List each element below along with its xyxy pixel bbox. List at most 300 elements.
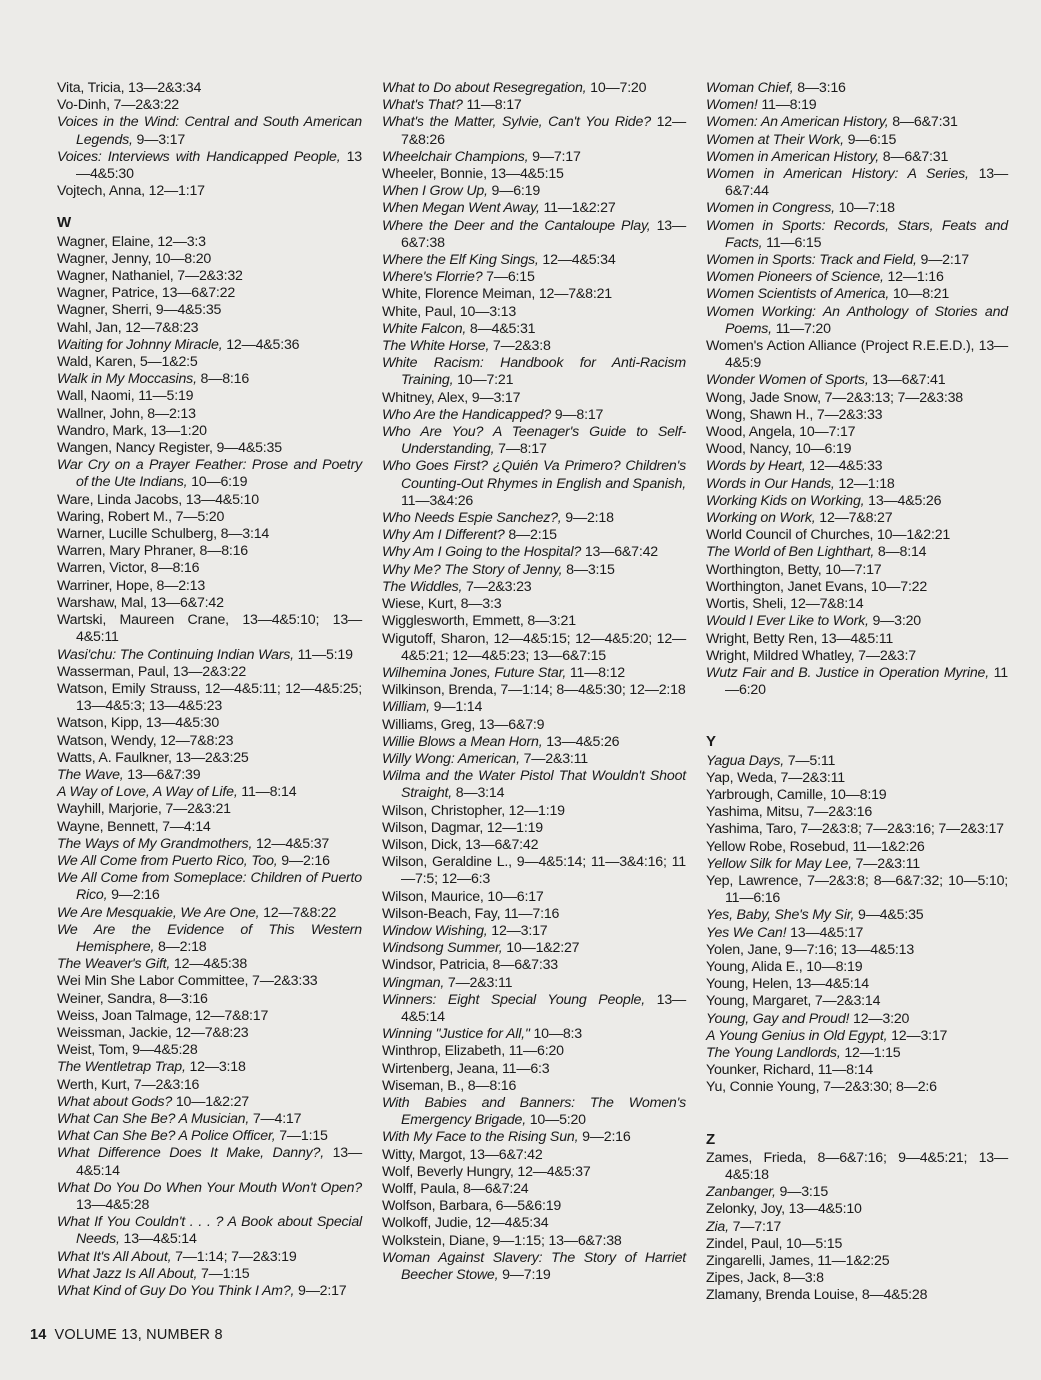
entry-title: Women in American History: A Series, — [706, 166, 969, 183]
entry-text: Weiss, Joan Talmage, 12—7&8:17 — [57, 1007, 269, 1024]
index-entry — [57, 285, 362, 302]
entry-title: Wasi'chu: The Continuing Indian Wars, — [57, 646, 294, 663]
index-entry — [382, 218, 686, 252]
index-entry — [382, 1129, 686, 1146]
entry-reference: 7—4:17 — [249, 1110, 302, 1127]
index-entry — [706, 804, 1008, 821]
entry-text: Wagner, Elaine, 12—3:3 — [57, 233, 206, 250]
entry-text: Wigglesworth, Emmett, 8—3:21 — [382, 613, 576, 630]
entry-reference: 9—7:17 — [528, 148, 581, 165]
index-entry — [57, 302, 362, 319]
index-entry — [382, 269, 686, 286]
entry-title: White Falcon, — [382, 320, 467, 337]
index-entry — [382, 304, 686, 321]
index-entry — [706, 596, 1008, 613]
entry-reference: 11—6:15 — [762, 234, 822, 251]
entry-title: The White Horse, — [382, 338, 490, 355]
entry-reference: 9—3:20 — [868, 613, 921, 630]
index-entry — [57, 251, 362, 268]
index-entry — [57, 509, 362, 526]
entry-reference: 7—1:15 — [275, 1128, 328, 1145]
entry-text: Wood, Nancy, 10—6:19 — [706, 441, 852, 458]
entry-title: Where the Deer and the Cantaloupe Play, — [382, 217, 651, 234]
entry-title: Where's Florrie? — [382, 269, 483, 286]
entry-text: Watson, Emily Strauss, 12—4&5:11; 12—4&5:25; 13—4&5:3; 13—4&5:23 — [57, 680, 362, 715]
entry-title: We Are Mesquakie, We Are One, — [57, 904, 260, 921]
entry-reference: 13—4&5:14 — [76, 1145, 362, 1179]
entry-reference: 10—8:3 — [529, 1026, 582, 1043]
entry-title: The Ways of My Grandmothers, — [57, 835, 253, 852]
entry-text: Wilson, Dagmar, 12—1:19 — [382, 819, 543, 836]
entry-title: Wingman, — [382, 974, 445, 991]
entry-title: Winning "Justice for All," — [382, 1026, 530, 1043]
index-entry — [706, 544, 1008, 561]
index-column-1 — [57, 80, 362, 1300]
entry-title: What Do You Do When Your Mouth Won't Open? — [57, 1179, 362, 1196]
entry-text: Witty, Margot, 13—6&7:42 — [382, 1146, 543, 1163]
index-entry — [706, 252, 1008, 269]
index-entry — [382, 286, 686, 303]
entry-text: Weiner, Sandra, 8—3:16 — [57, 990, 208, 1007]
index-entry — [57, 647, 362, 664]
entry-text: Wagner, Nathaniel, 7—2&3:32 — [57, 268, 243, 285]
entry-title: We Are the Evidence of This Western Hemisphere, — [57, 921, 362, 955]
entry-reference: 13—6&7:38 — [401, 217, 686, 251]
index-entry — [57, 80, 362, 97]
entry-text: Wortis, Sheli, 12—7&8:14 — [706, 596, 864, 613]
index-entry — [706, 821, 1008, 838]
entry-text: Yap, Weda, 7—2&3:11 — [706, 769, 845, 786]
index-entry — [382, 1233, 686, 1250]
entry-reference: 8—2:15 — [504, 527, 557, 544]
entry-text: Wagner, Patrice, 13—6&7:22 — [57, 285, 236, 302]
entry-title: Waiting for Johnny Miracle, — [57, 336, 223, 353]
entry-text: Warren, Victor, 8—8:16 — [57, 560, 200, 577]
entry-title: When I Grow Up, — [382, 183, 488, 200]
entry-text: Wilson, Christopher, 12—1:19 — [382, 802, 565, 819]
entry-reference: 9—6:19 — [487, 183, 541, 200]
entry-reference: 8—3:16 — [793, 80, 846, 96]
index-entry — [57, 956, 362, 973]
index-entry — [706, 856, 1008, 873]
index-entry — [382, 889, 686, 906]
entry-reference: 8—4&5:31 — [466, 320, 536, 337]
index-entry — [382, 390, 686, 407]
index-entry — [382, 1164, 686, 1181]
entry-title: Wheelchair Champions, — [382, 148, 529, 165]
entry-title: We All Come from Someplace: Children of Puerto Rico, — [57, 870, 362, 904]
index-entry — [382, 321, 686, 338]
entry-reference: 8—3:15 — [562, 561, 615, 578]
entry-reference: 10—7:21 — [453, 372, 514, 389]
entry-reference: 13—4&5:17 — [786, 924, 864, 941]
entry-reference: 12—1:15 — [840, 1044, 901, 1061]
index-entry — [382, 1095, 686, 1129]
index-entry — [57, 371, 362, 388]
entry-text: Worthington, Betty, 10—7:17 — [706, 561, 882, 578]
entry-text: Warner, Lucille Schulberg, 8—3:14 — [57, 526, 270, 543]
entry-reference: 13—6&7:44 — [725, 166, 1008, 200]
index-entry — [382, 183, 686, 200]
entry-reference: 9—3:15 — [775, 1184, 829, 1201]
index-entry — [57, 1042, 362, 1059]
index-entry — [382, 940, 686, 957]
section-letter: Y — [706, 733, 716, 751]
index-entry — [706, 407, 1008, 424]
index-entry — [57, 492, 362, 509]
index-entry — [706, 613, 1008, 630]
entry-title: Window Wishing, — [382, 922, 488, 939]
index-entry — [57, 149, 362, 183]
entry-text: Young, Helen, 13—4&5:14 — [706, 976, 869, 993]
index-entry — [382, 114, 686, 148]
index-entry — [706, 1253, 1008, 1270]
entry-text: Yu, Connie Young, 7—2&3:30; 8—2:6 — [706, 1079, 937, 1096]
entry-reference: 9—2:16 — [578, 1129, 631, 1146]
entry-title: Words by Heart, — [706, 458, 806, 475]
entry-text: Wall, Naomi, 11—5:19 — [57, 388, 194, 405]
entry-reference: 9—2:17 — [916, 252, 969, 269]
entry-title: The Widdles, — [382, 578, 463, 595]
entry-reference: 10—1&2:27 — [172, 1093, 249, 1110]
index-entry — [57, 870, 362, 904]
entry-reference: 13—4&5:26 — [864, 492, 942, 509]
index-entry — [382, 682, 686, 699]
index-entry — [706, 1028, 1008, 1045]
index-column-3 — [706, 80, 1008, 1305]
section-gap — [706, 1097, 1008, 1117]
index-entry — [57, 526, 362, 543]
entry-reference: 7—5:11 — [783, 752, 836, 769]
entry-text: Wolff, Paula, 8—6&7:24 — [382, 1181, 529, 1197]
index-entry — [706, 753, 1008, 770]
index-entry — [382, 407, 686, 424]
index-entry — [382, 458, 686, 510]
entry-reference: 9—2:17 — [294, 1283, 347, 1300]
entry-title: Women in Congress, — [706, 200, 835, 217]
section-letter: Z — [706, 1130, 715, 1148]
entry-reference: 12—1:16 — [883, 269, 944, 286]
index-entry — [57, 1128, 362, 1145]
index-entry — [382, 579, 686, 596]
index-entry — [706, 579, 1008, 596]
index-entry — [57, 1145, 362, 1179]
index-entry — [57, 1283, 362, 1300]
entry-text: Wolfson, Barbara, 6—5&6:19 — [382, 1198, 562, 1215]
index-entry — [57, 234, 362, 251]
entry-reference: 8—6&7:31 — [878, 148, 949, 165]
entry-reference: 11—8:12 — [566, 664, 625, 681]
index-entry — [57, 97, 362, 114]
entry-title: What Kind of Guy Do You Think I Am?, — [57, 1283, 295, 1300]
index-entry — [706, 959, 1008, 976]
entry-text: Wolkstein, Diane, 9—1:15; 13—6&7:38 — [382, 1232, 622, 1249]
entry-reference: 11—8:17 — [462, 97, 522, 114]
entry-reference: 12—1:18 — [834, 475, 895, 492]
entry-text: Windsor, Patricia, 8—6&7:33 — [382, 957, 558, 974]
entry-text: Yashima, Taro, 7—2&3:8; 7—2&3:16; 7—2&3:17 — [706, 821, 1004, 838]
entry-reference: 11—7:20 — [771, 320, 831, 337]
entry-reference: 8—8:16 — [196, 371, 250, 388]
entry-text: Vo-Dinh, 7—2&3:22 — [57, 97, 180, 114]
index-entry — [57, 836, 362, 853]
index-entry — [57, 1094, 362, 1111]
entry-title: Zanbanger, — [706, 1184, 776, 1201]
index-entry — [382, 97, 686, 114]
index-entry — [382, 355, 686, 389]
entry-reference: 7—1:14; 7—2&3:19 — [171, 1248, 297, 1265]
index-entry — [706, 993, 1008, 1010]
entry-text: Ware, Linda Jacobs, 13—4&5:10 — [57, 491, 259, 508]
entry-text: Worthington, Janet Evans, 10—7:22 — [706, 578, 928, 595]
entry-title: Who Needs Espie Sanchez?, — [382, 510, 562, 527]
entry-text: Waring, Robert M., 7—5:20 — [57, 508, 225, 525]
index-entry — [706, 1184, 1008, 1201]
volume-label: VOLUME 13, NUMBER 8 — [54, 1327, 223, 1343]
entry-reference: 8—2:18 — [154, 938, 207, 955]
entry-title: Why Am I Different? — [382, 527, 505, 544]
index-entry — [382, 596, 686, 613]
entry-reference: 11—1&2:27 — [539, 200, 616, 217]
index-entry — [382, 510, 686, 527]
index-entry — [382, 1198, 686, 1215]
index-entry — [57, 1180, 362, 1214]
entry-reference: 7—1:15 — [197, 1265, 250, 1282]
index-entry — [57, 560, 362, 577]
entry-text: Wiese, Kurt, 8—3:3 — [382, 596, 502, 613]
index-entry — [706, 1201, 1008, 1218]
index-entry — [57, 767, 362, 784]
index-entry — [382, 1181, 686, 1198]
entry-text: Wilkinson, Brenda, 7—1:14; 8—4&5:30; 12—2:18 — [382, 682, 686, 699]
index-entry — [382, 1215, 686, 1232]
entry-reference: 8—3:14 — [452, 785, 505, 802]
index-entry — [57, 1111, 362, 1128]
index-entry — [706, 562, 1008, 579]
entry-text: Young, Margaret, 7—2&3:14 — [706, 993, 881, 1010]
index-entry — [382, 734, 686, 751]
entry-text: Wagner, Sherri, 9—4&5:35 — [57, 302, 222, 319]
index-entry — [706, 200, 1008, 217]
entry-text: Watson, Kipp, 13—4&5:30 — [57, 715, 220, 732]
entry-reference: 8—8:14 — [874, 544, 927, 561]
entry-title: Women in Sports: Track and Field, — [706, 252, 917, 269]
entry-reference: 13—4&5:26 — [542, 733, 620, 750]
entry-reference: 11—6:20 — [725, 664, 1008, 699]
index-entry — [382, 975, 686, 992]
index-entry — [382, 957, 686, 974]
entry-reference: 10—7:20 — [586, 80, 647, 96]
entry-text: Wilson, Maurice, 10—6:17 — [382, 888, 544, 905]
index-entry — [382, 906, 686, 923]
entry-text: Wolkoff, Judie, 12—4&5:34 — [382, 1215, 549, 1232]
entry-reference: 12—4&5:34 — [538, 252, 616, 269]
entry-reference: 10—1&2:27 — [502, 940, 580, 957]
index-entry — [706, 286, 1008, 303]
index-entry — [706, 149, 1008, 166]
index-entry — [382, 820, 686, 837]
entry-reference: 9—8:17 — [550, 406, 604, 423]
index-entry — [706, 390, 1008, 407]
entry-text: Wahl, Jan, 12—7&8:23 — [57, 319, 199, 336]
entry-reference: 7—2&3:11 — [519, 750, 588, 767]
entry-title: Women at Their Work, — [706, 131, 844, 148]
index-entry — [706, 770, 1008, 787]
index-entry — [382, 1026, 686, 1043]
entry-title: Working on Work, — [706, 510, 816, 527]
index-entry — [57, 457, 362, 491]
entry-text: Younker, Richard, 11—8:14 — [706, 1062, 873, 1079]
entry-text: Vita, Tricia, 13—2&3:34 — [57, 80, 202, 96]
entry-title: War Cry on a Prayer Feather: Prose and Poetry of the Ute Indians, — [57, 457, 362, 491]
entry-reference: 12—3:17 — [487, 922, 548, 939]
index-entry — [382, 992, 686, 1026]
index-entry — [706, 372, 1008, 389]
index-entry — [57, 750, 362, 767]
entry-text: Yellow Robe, Rosebud, 11—1&2:26 — [706, 838, 925, 855]
entry-title: What about Gods? — [57, 1093, 173, 1110]
entry-text: Wolf, Beverly Hungry, 12—4&5:37 — [382, 1163, 591, 1180]
index-entry — [382, 699, 686, 716]
index-entry — [57, 905, 362, 922]
entry-text: Wangen, Nancy Register, 9—4&5:35 — [57, 440, 282, 457]
entry-title: The Wave, — [57, 766, 124, 783]
entry-title: Why Me? The Story of Jenny, — [382, 561, 563, 578]
page-number: 14 — [30, 1327, 47, 1343]
index-entry — [57, 973, 362, 990]
index-entry — [57, 388, 362, 405]
entry-title: Who Are the Handicapped? — [382, 406, 551, 423]
entry-text: Zipes, Jack, 8—3:8 — [706, 1270, 824, 1287]
entry-title: Who Are You? A Teenager's Guide to Self-Understanding, — [382, 424, 686, 458]
entry-text: Zelonky, Joy, 13—4&5:10 — [706, 1201, 862, 1218]
entry-text: Warshaw, Mal, 13—6&7:42 — [57, 594, 224, 611]
entry-text: Weist, Tom, 9—4&5:28 — [57, 1042, 198, 1059]
entry-reference: 7—2&3:23 — [462, 578, 532, 595]
index-entry — [706, 665, 1008, 699]
entry-reference: 13—4&5:30 — [76, 148, 362, 183]
entry-title: Words in Our Hands, — [706, 475, 835, 492]
entry-title: Where the Elf King Sings, — [382, 252, 539, 269]
index-entry — [57, 784, 362, 801]
entry-reference: 9—7:19 — [498, 1267, 551, 1284]
entry-reference: 9—2:16 — [277, 852, 330, 869]
entry-title: Would I Ever Like to Work, — [706, 613, 869, 630]
entry-reference: 12—4&5:38 — [170, 956, 248, 973]
entry-title: A Way of Love, A Way of Life, — [57, 784, 238, 801]
index-entry — [382, 1061, 686, 1078]
entry-title: Wilma and the Water Pistol That Wouldn't Shoot Straight, — [382, 768, 686, 802]
entry-text: Wood, Angela, 10—7:17 — [706, 424, 856, 441]
entry-reference: 9—3:17 — [132, 131, 186, 148]
entry-text: Wagner, Jenny, 10—8:20 — [57, 250, 212, 267]
entry-text: Wartski, Maureen Crane, 13—4&5:10; 13—4&5:11 — [57, 612, 362, 646]
index-entry — [706, 942, 1008, 959]
index-entry — [57, 612, 362, 646]
entry-title: Wutz Fair and B. Justice in Operation Myrine, — [706, 664, 989, 681]
entry-reference: 8—6&7:31 — [888, 114, 958, 131]
entry-reference: 12—7&8:26 — [401, 114, 686, 148]
entry-reference: 13—4&5:28 — [76, 1197, 150, 1213]
entry-text: Wright, Mildred Whatley, 7—2&3:7 — [706, 647, 916, 664]
entry-text: Wei Min She Labor Committee, 7—2&3:33 — [57, 973, 318, 990]
index-entry — [382, 768, 686, 802]
entry-text: Watts, A. Faulkner, 13—2&3:25 — [57, 749, 249, 766]
index-entry — [382, 544, 686, 561]
entry-title: The Wentletrap Trap, — [57, 1059, 186, 1076]
entry-reference: 11—8:19 — [757, 97, 817, 114]
index-entry — [57, 595, 362, 612]
entry-title: Willy Wong: American, — [382, 750, 520, 767]
index-entry — [706, 1219, 1008, 1236]
entry-text: Weissman, Jackie, 12—7&8:23 — [57, 1024, 249, 1041]
entry-title: Voices: Interviews with Handicapped People, — [57, 148, 341, 165]
index-entry — [706, 631, 1008, 648]
entry-text: White, Paul, 10—3:13 — [382, 303, 517, 320]
entry-text: Yashima, Mitsu, 7—2&3:16 — [706, 804, 873, 821]
index-entry — [382, 751, 686, 768]
entry-text: Wandro, Mark, 13—1:20 — [57, 422, 207, 439]
index-entry — [382, 1250, 686, 1284]
entry-text: Wong, Jade Snow, 7—2&3:13; 7—2&3:38 — [706, 389, 963, 406]
index-entry — [57, 354, 362, 371]
index-entry — [382, 613, 686, 630]
entry-title: Winners: Eight Special Young People, — [382, 991, 645, 1008]
index-entry — [706, 907, 1008, 924]
index-entry — [57, 320, 362, 337]
index-entry — [57, 440, 362, 457]
index-entry — [382, 527, 686, 544]
index-entry — [382, 166, 686, 183]
index-entry — [706, 114, 1008, 131]
entry-text: White, Florence Meiman, 12—7&8:21 — [382, 286, 612, 303]
entry-title: Women Pioneers of Science, — [706, 269, 884, 286]
entry-reference: 7—7:17 — [728, 1218, 782, 1235]
entry-text: Watson, Wendy, 12—7&8:23 — [57, 732, 234, 749]
entry-title: What's That? — [382, 97, 463, 114]
entry-reference: 7—2&3:11 — [851, 855, 920, 872]
index-entry — [57, 543, 362, 560]
entry-title: We All Come from Puerto Rico, Too, — [57, 852, 278, 869]
index-entry — [382, 1147, 686, 1164]
index-entry — [57, 1214, 362, 1248]
index-entry — [57, 578, 362, 595]
index-entry — [706, 80, 1008, 97]
entry-text: Wiseman, B., 8—8:16 — [382, 1077, 517, 1094]
entry-reference: 11—5:19 — [293, 646, 353, 663]
index-entry — [382, 424, 686, 458]
entry-reference: 9—6:15 — [843, 131, 897, 148]
entry-text: World Council of Churches, 10—1&2:21 — [706, 527, 951, 544]
entry-title: Who Goes First? ¿Quién Va Primero? Children's Counting-Out Rhymes in English and Spanish, — [382, 458, 686, 492]
entry-reference: 9—2:16 — [107, 887, 160, 904]
entry-title: What Difference Does It Make, Danny?, — [57, 1145, 324, 1162]
index-entry — [706, 269, 1008, 286]
index-entry — [57, 1249, 362, 1266]
index-entry — [706, 1045, 1008, 1062]
entry-title: What Jazz Is All About, — [57, 1265, 198, 1282]
entry-reference: 13—4&5:14 — [119, 1231, 197, 1248]
index-entry — [57, 183, 362, 200]
entry-title: What It's All About, — [57, 1248, 172, 1265]
entry-text: Wong, Shawn H., 7—2&3:33 — [706, 406, 883, 423]
index-entry — [57, 801, 362, 818]
index-entry — [706, 338, 1008, 372]
entry-title: What Can She Be? A Police Officer, — [57, 1128, 276, 1145]
entry-text: Werth, Kurt, 7—2&3:16 — [57, 1076, 200, 1093]
entry-text: Warren, Mary Phraner, 8—8:16 — [57, 543, 249, 560]
entry-reference: 12—7&8:27 — [815, 510, 893, 527]
